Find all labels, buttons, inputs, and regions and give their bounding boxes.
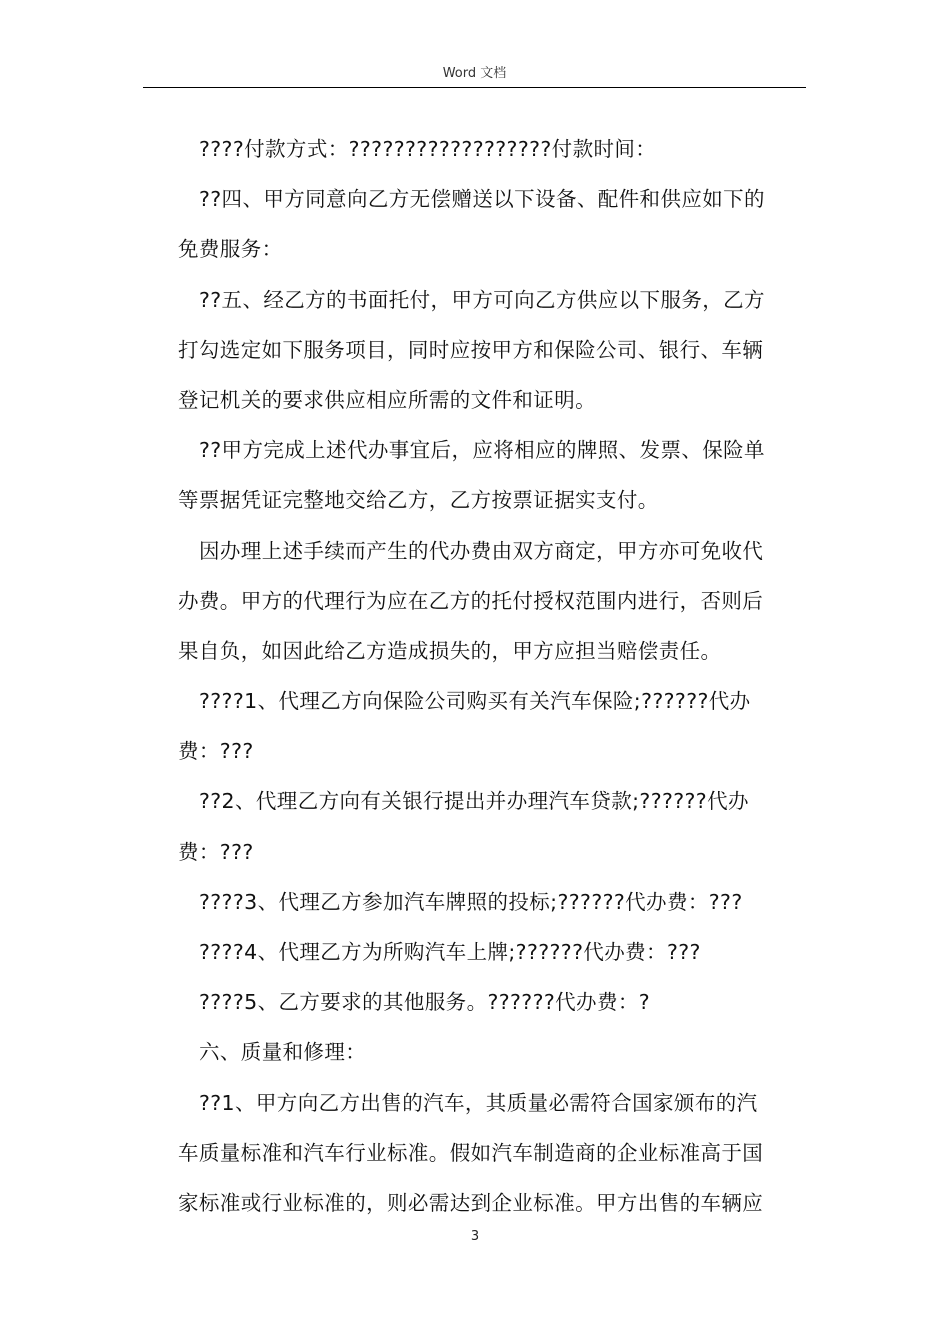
text-line: 免费服务： — [178, 237, 283, 262]
text-line: ??四、甲方同意向乙方无偿赠送以下设备、配件和供应如下的 — [199, 187, 765, 212]
text-line: ????1、代理乙方向保险公司购买有关汽车保险;??????代办 — [199, 689, 751, 714]
header-divider — [143, 87, 806, 88]
text-line: 果自负，如因此给乙方造成损失的，甲方应担当赔偿责任。 — [178, 638, 722, 663]
page-header: Word 文档 — [442, 66, 507, 81]
text-line: ????5、乙方要求的其他服务。??????代办费：? — [199, 990, 651, 1015]
text-line: 办费。甲方的代理行为应在乙方的托付授权范围内进行，否则后 — [178, 588, 764, 613]
text-line: 家标准或行业标准的，则必需达到企业标准。甲方出售的车辆应 — [178, 1190, 764, 1215]
text-line: ??五、经乙方的书面托付，甲方可向乙方供应以下服务，乙方 — [199, 287, 765, 312]
text-line: 打勾选定如下服务项目，同时应按甲方和保险公司、银行、车辆 — [178, 337, 764, 362]
text-line: ????3、代理乙方参加汽车牌照的投标;??????代办费：??? — [199, 889, 743, 914]
text-line: 车质量标准和汽车行业标准。假如汽车制造商的企业标准高于国 — [178, 1140, 764, 1165]
text-line: 等票据凭证完整地交给乙方，乙方按票证据实支付。 — [178, 488, 659, 513]
text-line: ??2、代理乙方向有关银行提出并办理汽车贷款;??????代办 — [199, 789, 749, 814]
text-line: ????4、代理乙方为所购汽车上牌;??????代办费：??? — [199, 940, 701, 964]
text-line: ??甲方完成上述代办事宜后，应将相应的牌照、发票、保险单 — [199, 438, 765, 463]
text-line: 六、质量和修理： — [199, 1040, 367, 1065]
text-line: ??1、甲方向乙方出售的汽车，其质量必需符合国家颁布的汽 — [199, 1090, 758, 1115]
text-line: ????付款方式：??????????????????付款时间： — [199, 137, 657, 161]
page-number: 3 — [470, 1229, 480, 1244]
text-line: 费：??? — [178, 839, 254, 864]
text-line: 因办理上述手续而产生的代办费由双方商定，甲方亦可免收代 — [199, 538, 764, 563]
text-line: 登记机关的要求供应相应所需的文件和证明。 — [178, 387, 596, 412]
document-body — [178, 131, 808, 1235]
text-line: 费：??? — [178, 739, 254, 764]
